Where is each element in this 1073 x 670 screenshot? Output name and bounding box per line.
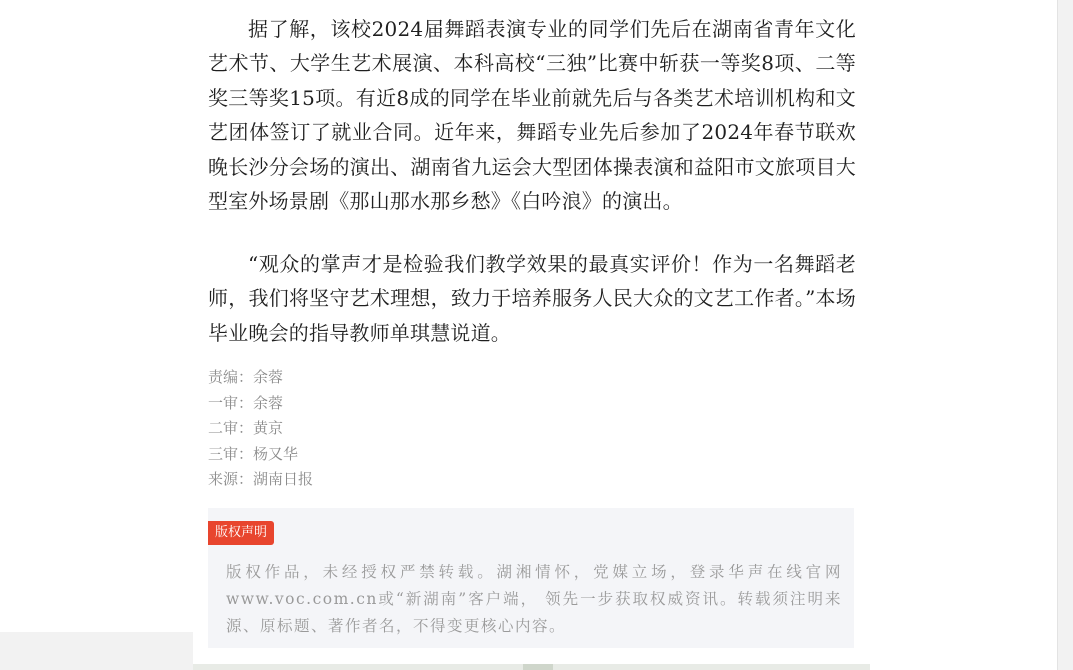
credit-value: 余蓉 [253, 368, 284, 386]
credit-label: 一审： [208, 393, 254, 412]
credit-value: 湖南日报 [253, 470, 314, 488]
credit-source [208, 467, 508, 493]
editor-credits [208, 365, 508, 493]
credit-label: 来源： [208, 470, 254, 488]
scrollbar-track[interactable] [1057, 0, 1073, 670]
copyright-badge: 版权声明 [208, 521, 274, 545]
credit-value: 黄京 [253, 419, 284, 437]
page-background-edge [0, 632, 193, 670]
credit-third-review [208, 442, 508, 468]
copyright-text: 版权作品，未经授权严禁转载。湖湘情怀，党媒立场，登录华声在线官网www.voc.com.cn或“新湖南”客户端， 领先一步获取权威资讯。转载须注明来源、原标题、著作者名，不得变更核心内容。 [226, 563, 842, 635]
credit-value: 余蓉 [253, 393, 284, 412]
credit-editor [208, 365, 508, 391]
article-paragraph: “观众的掌声才是检验我们教学效果的最真实评价！作为一名舞蹈老师，我们将坚守艺术理想，致力于培养服务人民大众的文艺工作者。”本场毕业晚会的指导教师单琪慧说道。 [208, 252, 856, 345]
credit-label: 二审： [208, 419, 254, 437]
footer-strip [193, 664, 870, 670]
credit-second-review [208, 416, 508, 442]
credit-value: 杨又华 [253, 444, 299, 463]
article-paragraph: 据了解，该校2024届舞蹈表演专业的同学们先后在湖南省青年文化艺术节、大学生艺术展演、本科高校“三独”比赛中斩获一等奖8项、二等奖三等奖15项。有近8成的同学在毕业前就先后与各类艺术培训机构和文艺团体签订了就业合同。近年来，舞蹈专业先后参加了2024年春节联欢晚长沙分会场的演出、湖南省九运会大型团体操表演和益阳市文旅项目大型室外场景剧《那山那水那乡愁》《白吟浪》的演出。 [208, 17, 856, 214]
copyright-notice [208, 508, 854, 648]
credit-label: 三审： [208, 444, 254, 463]
credit-label: 责编： [208, 368, 254, 386]
credit-first-review [208, 391, 508, 417]
footer-strip-marker [523, 664, 553, 670]
